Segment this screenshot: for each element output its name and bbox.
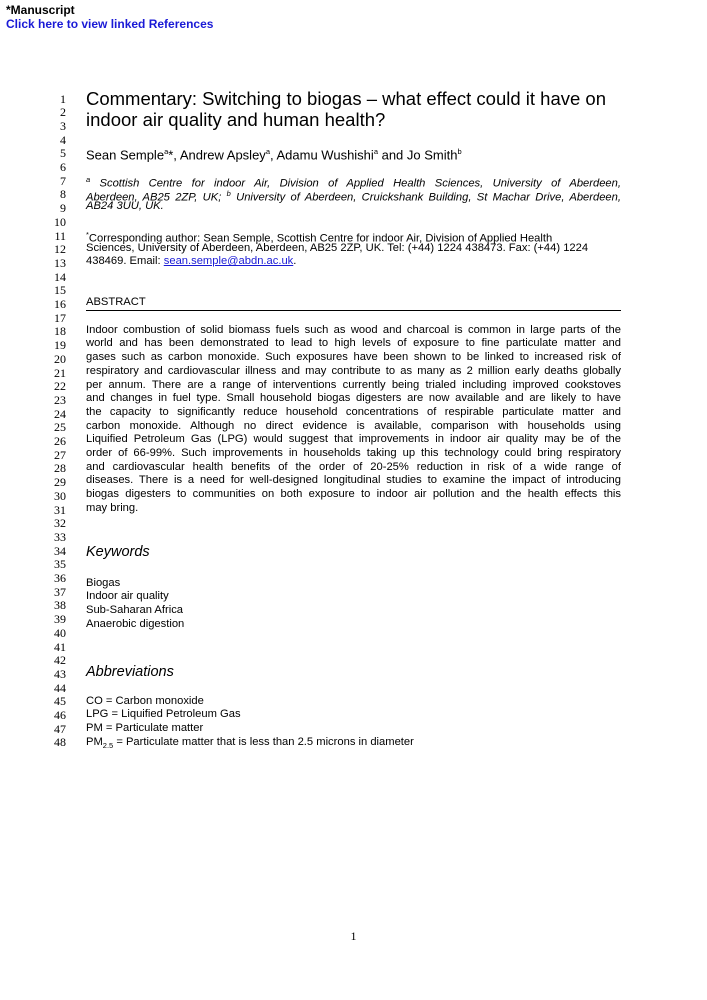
abstract-heading: ABSTRACT (86, 296, 146, 309)
page-number: 1 (350, 929, 357, 943)
line-number: 18 (54, 324, 66, 339)
corresponding-mark: * (168, 147, 174, 163)
abbreviation-item: CO = Carbon monoxide (86, 694, 204, 707)
keyword-item: Sub-Saharan Africa (86, 603, 184, 616)
line-number: 27 (54, 447, 66, 462)
affiliation-line-1: $^a$ Scottish Centre for indoor Air, Division of Applied Health Sciences, University of Aberdeen, (86, 175, 621, 190)
line-number: 36 (54, 571, 66, 585)
abstract-line: respiratory and cardiovascular illness and may contribute to as many as 2 million early deaths globally (86, 364, 621, 377)
author-name: Andrew Apsley (179, 147, 266, 163)
corresponding-line-2: Sciences, University of Aberdeen, Aberdeen, AB25 2ZP, UK. Tel: (+44) 1224 438473. Fax: (+44) 1224 (86, 241, 589, 254)
line-number: 38 (54, 598, 66, 613)
abstract-line: the capacity to significantly reduce household concentrations of respirable particulate matter and (86, 405, 621, 418)
abbreviations-heading: Abbreviations (86, 664, 174, 680)
line-number: 28 (54, 461, 66, 476)
corresponding-line-1: *Corresponding author: Sean Semple, Scottish Centre for indoor Air, Division of Applied Health (86, 229, 553, 245)
author-affiliation-sup: a (373, 147, 378, 156)
line-number: 5 (60, 146, 66, 161)
line-number: 16 (54, 297, 66, 311)
abstract-line: biogas digesters to communities on both exposure to indoor air pollution and the health effects this (86, 488, 621, 501)
linked-references-link[interactable]: Click here to view linked References (6, 17, 214, 31)
abstract-line: and cardiovascular health benefits of the order of 20-25% reduction in risk of a wide range of (86, 460, 621, 473)
line-number: 8 (60, 187, 66, 202)
title-line-2: indoor air quality and human health? (86, 109, 386, 130)
line-number: 39 (54, 612, 66, 627)
abstract-line: per annum. There are a range of interventions currently being trialed including improved cookstoves (86, 378, 621, 391)
line-number: 14 (54, 269, 66, 284)
line-number: 47 (54, 721, 66, 736)
affiliation-line-2: Aberdeen, AB25 2ZP, UK; $^b$ University of Aberdeen, Cruickshank Building, St Machar Drive, Aberdeen, (86, 188, 621, 204)
line-number: 29 (54, 475, 66, 490)
title-line-1: Commentary: Switching to biogas – what effect could it have on (86, 88, 606, 109)
line-number: 46 (54, 708, 66, 722)
line-number: 41 (54, 639, 66, 654)
line-number: 26 (54, 434, 66, 448)
abstract-line: gases such as carbon monoxide. Such exposures have been shown to be linked to increased risk of (86, 351, 621, 364)
line-number: 35 (54, 557, 66, 572)
line-number: 17 (54, 310, 66, 325)
line-number: 34 (54, 543, 66, 558)
keyword-item: Indoor air quality (86, 590, 169, 603)
line-number: 33 (54, 529, 66, 544)
abbreviation-item: $PM_{2.5}$ = Particulate matter that is less than 2.5 microns in diameter (86, 735, 414, 750)
corresponding-line-3: 438469. Email: sean.semple@abdn.ac.uk. (86, 255, 297, 268)
line-number: 31 (54, 502, 66, 517)
line-number: 2 (60, 105, 66, 120)
line-number: 1 (60, 91, 66, 106)
abstract-divider (86, 310, 621, 311)
author-name: Sean Semple (86, 147, 165, 163)
line-number: 40 (54, 625, 66, 640)
line-number: 48 (54, 735, 66, 750)
line-number: 13 (54, 255, 66, 270)
line-number: 19 (54, 338, 66, 353)
line-number: 45 (54, 694, 66, 709)
abstract-line: Liquified Petroleum Gas (LPG) would suggest that improvements in indoor air quality may be of the (86, 433, 621, 446)
line-number: 9 (60, 201, 66, 216)
abstract-line: may bring. (86, 501, 139, 514)
line-number: 30 (54, 488, 66, 503)
line-number: 11 (54, 228, 66, 243)
line-number: 24 (54, 406, 66, 421)
line-number: 7 (60, 173, 66, 188)
line-number: 20 (54, 351, 66, 366)
line-number: 12 (54, 242, 66, 257)
line-number: 23 (54, 392, 66, 407)
manuscript-label: *Manuscript (6, 3, 75, 17)
abstract-line: diseases. There is a need for well-designed longitudinal studies to examine the impact of introducing (86, 474, 621, 487)
author-affiliation-sup: a (164, 147, 169, 156)
abstract-line: carbon monoxide. Although no direct evidence is available, comparison with households using (86, 419, 621, 432)
line-number: 22 (54, 379, 66, 394)
author-name: Adamu Wushishi (276, 147, 374, 163)
abstract-line: world and has been demonstrated to lead to high levels of exposure to fine particulate matter and (86, 337, 621, 350)
abbreviation-item: PM = Particulate matter (86, 722, 204, 734)
keywords-heading: Keywords (86, 544, 150, 560)
line-number: 43 (54, 666, 66, 681)
line-number: 21 (54, 365, 66, 380)
author-list: Sean Semple$^a$*, Andrew Apsley$^a$, Adamu Wushishi$^a$ and Jo Smith$^b$ (86, 147, 462, 163)
keyword-item: Anaerobic digestion (86, 617, 185, 630)
line-number: 32 (54, 516, 66, 531)
abbreviation-item: LPG = Liquified Petroleum Gas (86, 708, 241, 721)
author-affiliation-sup: a (265, 147, 270, 156)
author-affiliation-sup: b (457, 147, 462, 156)
abstract-line: and changes in fuel type. Small household biogas digesters are now available and are likely to have (86, 392, 621, 405)
line-number: 42 (54, 653, 66, 668)
abstract-line: Indoor combustion of solid biomass fuels such as wood and charcoal is common in large parts of the (86, 323, 621, 336)
affiliation-line-3: AB24 3UU, UK. (86, 200, 164, 213)
line-number: 37 (54, 584, 66, 599)
line-number: 44 (54, 680, 66, 695)
line-number: 25 (54, 420, 66, 435)
line-number: 4 (60, 132, 66, 147)
line-number: 15 (54, 283, 66, 298)
line-number: 3 (60, 118, 66, 133)
keyword-item: Biogas (86, 576, 121, 589)
author-name: Jo Smith (406, 147, 458, 163)
abstract-line: order of 66-99%. Such improvements in households taking up this technology could bring respiratory (86, 447, 621, 459)
line-number: 10 (54, 214, 66, 229)
line-number: 6 (60, 160, 66, 174)
email-link[interactable]: sean.semple@abdn.ac.uk (163, 255, 294, 268)
